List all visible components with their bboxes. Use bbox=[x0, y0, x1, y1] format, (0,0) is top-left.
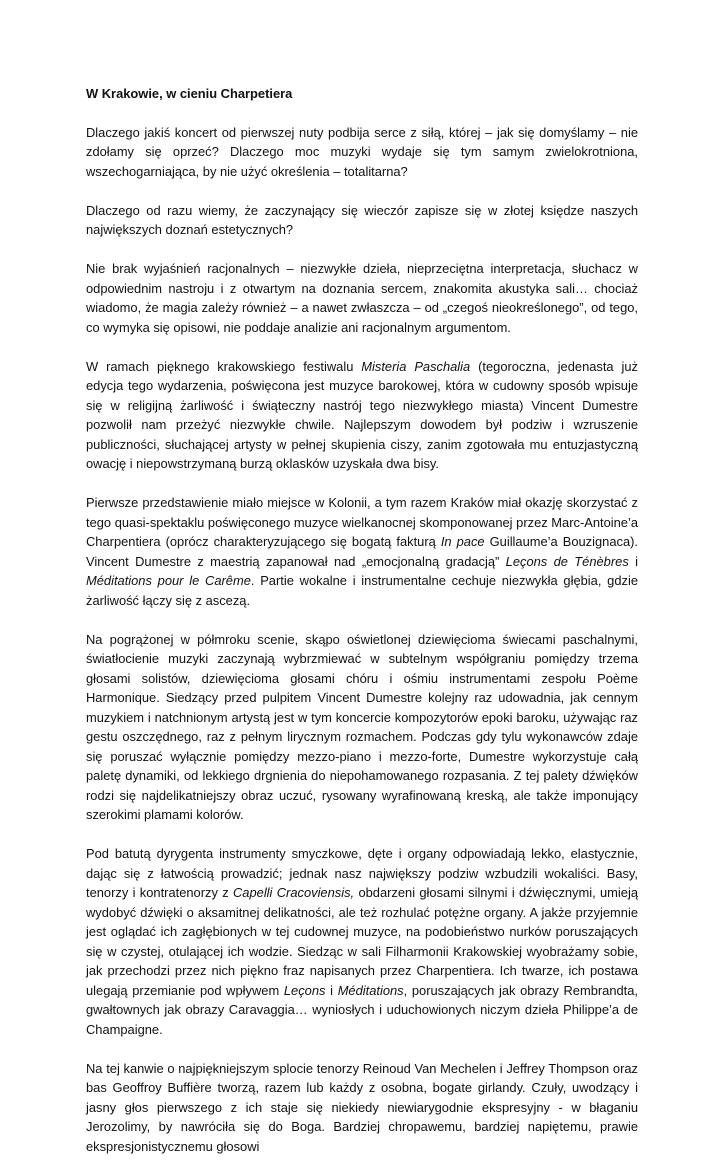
document-page bbox=[86, 84, 638, 1176]
body-paragraph bbox=[86, 259, 638, 337]
paragraph-text: (tegoroczna, jedenasta już edycja tego wydarzenia, poświęcona jest muzyce barokowej, która w cudowny sposób wpisuje się w religijną żarliwość i świąteczny nastrój tego niezwykłego miasta) Vincent Dumestre pozwolił nam przeżyć niezwykłe chwile. Najlepszym dowodem był podziw i wzruszenie publiczności, słuchającej artysty w pełnej skupienia ciszy, zanim zgotowała mu entuzjastyczną owację i niepowstrzymaną burzą oklasków uzyskała dwa bisy. bbox=[86, 358, 638, 471]
paragraph-text: Na tej kanwie o najpiękniejszym splocie tenorzy Reinoud Van Mechelen i Jeffrey Thompson oraz bas Geoffroy Buffière tworzą, razem lub każdy z osobna, bogate girlandy. Czuły, uwodzący i jasny głos pierwszego z ich staje się niekiedy niewiarygodnie ekspresyjny - w błaganiu Jerozolimy, by nawróciła się do Boga. Bardziej chropawemu, bardziej napiętemu, prawie ekspresjonistycznemu głosowi bbox=[86, 1060, 638, 1154]
body-paragraph bbox=[86, 493, 638, 610]
paragraph-text: . Partie wokalne i instrumentalne cechuje niezwykła głębia, gdzie żarliwość łączy się z ascezą. bbox=[86, 573, 638, 608]
body-paragraph bbox=[86, 357, 638, 474]
paragraph-text: Pod batutą dyrygenta instrumenty smyczkowe, dęte i organy odpowiadają lekko, elastycznie, dając się z łatwością prowadzić; jednak nasz największy podziw wzbudzili wokaliści. Basy, tenorzy i kontratenorzy z bbox=[86, 846, 638, 900]
italic-text: Méditations bbox=[337, 982, 404, 998]
paragraph-text: Dlaczego jakiś koncert od pierwszej nuty podbija serce z siłą, której – jak się domyślamy – nie zdołamy się oprzeć? Dlaczego moc muzyki wydaje się tym samym zwielokrotniona, wszechogarniająca, by nie użyć określenia – totalitarna? bbox=[86, 124, 638, 179]
body-paragraph bbox=[86, 630, 638, 825]
paragraph-text: , poruszających jak obrazy Rembrandta, gwałtownych jak obrazy Caravaggia… wyniosłych i uduchowionych niczym dzieła Philippe’a de Champaigne. bbox=[86, 982, 639, 1037]
paragraph-text: obdarzeni głosami silnymi i dźwięcznymi, umieją wydobyć dźwięki o aksamitnej delikatności, ale też rozhulać potężne organy. A jakże przyjemnie jest oglądać ich zagłębionych w tej cudownej muzyce, na podobieństwo nurków poruszających się w czystej, otulającej ich wodzie. Siedząc w sali Filharmonii Krakowskiej wyobrażamy sobie, jak przechodzi przez nich piękno fraz napisanych przez Charpentiera. Ich twarze, ich postawa ulegają przemianie pod wpływem bbox=[86, 885, 638, 998]
body-paragraph bbox=[86, 844, 638, 1039]
italic-text: In pace bbox=[440, 534, 485, 549]
italic-text: Leçons bbox=[283, 982, 326, 998]
italic-text: Leçons de Ténèbres bbox=[505, 553, 629, 569]
paragraph-text: i bbox=[325, 982, 338, 998]
body-paragraph bbox=[86, 201, 638, 240]
body-paragraph bbox=[86, 123, 638, 182]
paragraph-text: Guillaume’a Bouzignaca). Vincent Dumestre z maestrią zapanował nad „emocjonalną gradacją” bbox=[86, 534, 638, 569]
italic-text: Misteria Paschalia bbox=[361, 358, 471, 374]
italic-text: Capelli Cracoviensis, bbox=[233, 885, 355, 900]
paragraph-text: Dlaczego od razu wiemy, że zaczynający się wieczór zapisze się w złotej księdze naszych największych doznań estetycznych? bbox=[86, 202, 638, 237]
body-paragraph bbox=[86, 1059, 638, 1157]
italic-text: Méditations pour le Carême bbox=[86, 573, 251, 588]
paragraph-text: Nie brak wyjaśnień racjonalnych – niezwykłe dzieła, nieprzeciętna interpretacja, słuchacz w odpowiednim nastroju i z otwartym na doznania sercem, znakomita akustyka sali… chociaż wiadomo, że magia zależy również – a nawet zwłaszcza – od „czegoś nieokreślonego”, od tego, co wymyka się opisowi, nie poddaje analizie ani racjonalnym argumentom. bbox=[86, 261, 638, 335]
paragraph-text: i bbox=[628, 553, 638, 569]
paragraph-text: Pierwsze przedstawienie miało miejsce w Kolonii, a tym razem Kraków miał okazję skorzystać z tego quasi-spektaklu poświęconego muzyce wielkanocnej skomponowanej przez Marc-Antoine’a Charpentiera (oprócz charakteryzującego się bogatą fakturą bbox=[86, 495, 638, 549]
document-title: W Krakowie, w cieniu Charpetiera bbox=[86, 86, 293, 101]
paragraph-text: Na pogrążonej w półmroku scenie, skąpo oświetlonej dziewięcioma świecami paschalnymi, światłocienie muzyki zaczynają wybrzmiewać w subtelnym współgraniu pomiędzy trzema głosami solistów, dziewięcioma głosami chóru i ośmiu instrumentami zespołu Poème Harmonique. Siedzący przed pulpitem Vincent Dumestre kolejny raz udowadnia, jak cennym muzykiem i natchnionym artystą jest w tym koncercie kompozytorów epoki baroku, używając raz gestu oszczędnego, raz z pełnym lirycznym rozmachem. Podczas gdy tylu wykonawców zdaje się poruszać wyłącznie pomiędzy mezzo-piano i mezzo-forte, Dumestre wykorzystuje całą paletę dynamiki, od lekkiego drgnienia do niepohamowanego rozpasania. Z tej palety dźwięków rodzi się najdelikatniejszy obraz uczuć, rysowany wyrafinowaną kreską, ale także imponujący szerokimi plamami kolorów. bbox=[86, 631, 638, 822]
document-body bbox=[86, 123, 638, 1157]
paragraph-text: W ramach pięknego krakowskiego festiwalu bbox=[86, 358, 362, 374]
